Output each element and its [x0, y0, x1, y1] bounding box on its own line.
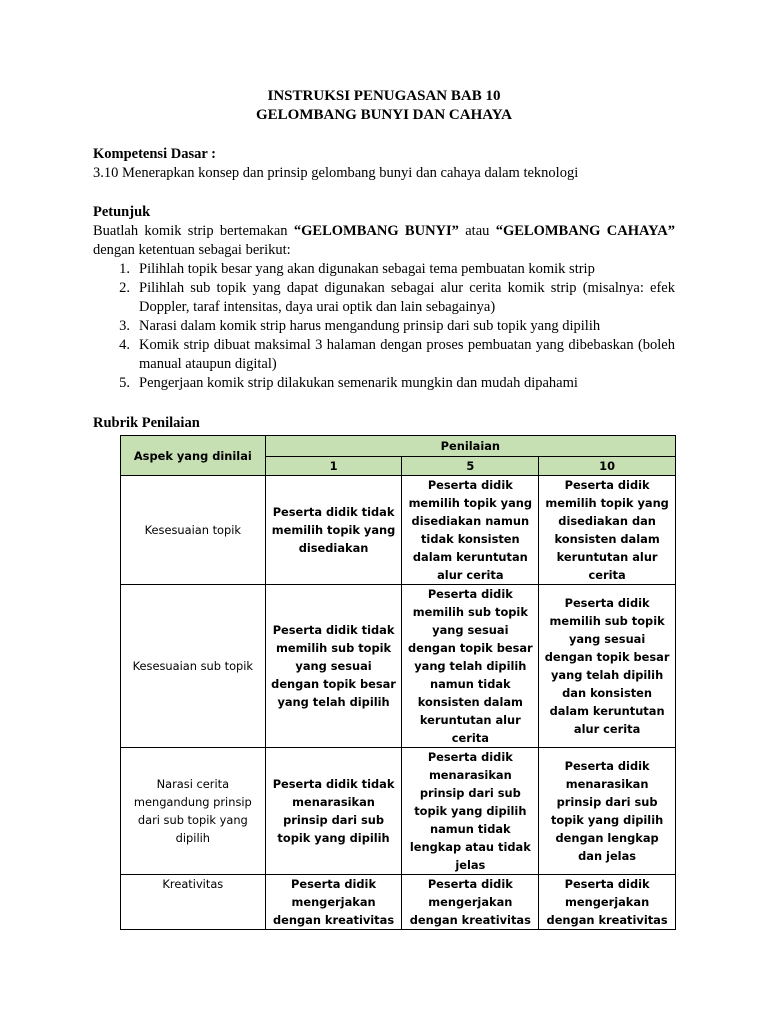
- list-number: 4.: [119, 337, 130, 353]
- score5-cell: Peserta didik memilih sub topik yang sesuai dengan topik besar yang telah dipilih namun tidak konsisten dalam keruntutan alur cerita: [402, 585, 539, 748]
- rubrik-heading: Rubrik Penilaian: [93, 415, 200, 431]
- header-aspek: Aspek yang dinilai: [121, 436, 266, 476]
- list-text: Komik strip dibuat maksimal 3 halaman dengan proses pembuatan yang dibebaskan (boleh manual ataupun digital): [139, 337, 675, 372]
- list-number: 5.: [119, 375, 130, 391]
- list-text: Pilihlah topik besar yang akan digunakan sebagai tema pembuatan komik strip: [139, 261, 595, 277]
- aspek-cell: Kesesuaian sub topik: [121, 585, 266, 748]
- petunjuk-heading: Petunjuk: [93, 204, 151, 220]
- list-item: [93, 336, 675, 374]
- header-penilaian: Penilaian: [265, 436, 675, 457]
- list-text: Narasi dalam komik strip harus mengandung prinsip dari sub topik yang dipilih: [139, 318, 601, 334]
- list-text: Pengerjaan komik strip dilakukan semenarik mungkin dan mudah dipahami: [139, 375, 578, 391]
- intro-text-a: Buatlah komik strip bertemakan: [93, 223, 294, 239]
- table-row: [121, 476, 676, 585]
- aspek-cell: Kesesuaian topik: [121, 476, 266, 585]
- score5-cell: Peserta didik memilih topik yang disediakan namun tidak konsisten dalam keruntutan alur cerita: [402, 476, 539, 585]
- aspek-cell: Kreativitas: [121, 875, 266, 930]
- score5-cell: Peserta didik mengerjakan dengan kreativitas: [402, 875, 539, 930]
- header-score-5: 5: [402, 457, 539, 476]
- list-number: 1.: [119, 261, 130, 277]
- kompetensi-text: 3.10 Menerapkan konsep dan prinsip gelombang bunyi dan cahaya dalam teknologi: [93, 165, 579, 181]
- list-item: [93, 374, 675, 393]
- score10-cell: Peserta didik menarasikan prinsip dari sub topik yang dipilih dengan lengkap dan jelas: [539, 748, 676, 875]
- petunjuk-intro: [93, 222, 675, 260]
- score5-cell: Peserta didik menarasikan prinsip dari sub topik yang dipilih namun tidak lengkap atau tidak jelas: [402, 748, 539, 875]
- score10-cell: Peserta didik memilih sub topik yang sesuai dengan topik besar yang telah dipilih dan konsisten dalam keruntutan alur cerita: [539, 585, 676, 748]
- list-item: [93, 279, 675, 317]
- table-row: [121, 875, 676, 930]
- intro-text-c: dengan ketentuan sebagai berikut:: [93, 242, 291, 258]
- list-item: [93, 317, 675, 336]
- score10-cell: Peserta didik memilih topik yang disediakan dan konsisten dalam keruntutan alur cerita: [539, 476, 676, 585]
- kompetensi-heading: Kompetensi Dasar :: [93, 146, 216, 162]
- score1-cell: Peserta didik tidak memilih topik yang disediakan: [265, 476, 402, 585]
- score1-cell: Peserta didik mengerjakan dengan kreativitas: [265, 875, 402, 930]
- score1-cell: Peserta didik tidak memilih sub topik yang sesuai dengan topik besar yang telah dipilih: [265, 585, 402, 748]
- intro-text-b: atau: [458, 223, 496, 239]
- score10-cell: Peserta didik mengerjakan dengan kreativitas: [539, 875, 676, 930]
- theme-bunyi: “GELOMBANG BUNYI”: [293, 223, 459, 239]
- theme-cahaya: “GELOMBANG CAHAYA”: [495, 223, 675, 239]
- petunjuk-list: [93, 260, 675, 393]
- score1-cell: Peserta didik tidak menarasikan prinsip dari sub topik yang dipilih: [265, 748, 402, 875]
- header-score-10: 10: [539, 457, 676, 476]
- table-row: [121, 748, 676, 875]
- header-score-1: 1: [265, 457, 402, 476]
- rubrik-table: [120, 435, 676, 930]
- list-item: [93, 260, 675, 279]
- list-text: Pilihlah sub topik yang dapat digunakan sebagai alur cerita komik strip (misalnya: efek Doppler, taraf intensitas, daya urai optik dan lain sebagainya): [139, 280, 675, 315]
- list-number: 3.: [119, 318, 130, 334]
- list-number: 2.: [119, 280, 130, 296]
- aspek-cell: Narasi cerita mengandung prinsip dari sub topik yang dipilih: [121, 748, 266, 875]
- document-title-line1: INSTRUKSI PENUGASAN BAB 10: [267, 88, 501, 104]
- table-row: [121, 585, 676, 748]
- document-title-line2: GELOMBANG BUNYI DAN CAHAYA: [255, 107, 512, 123]
- document-page: [93, 87, 675, 393]
